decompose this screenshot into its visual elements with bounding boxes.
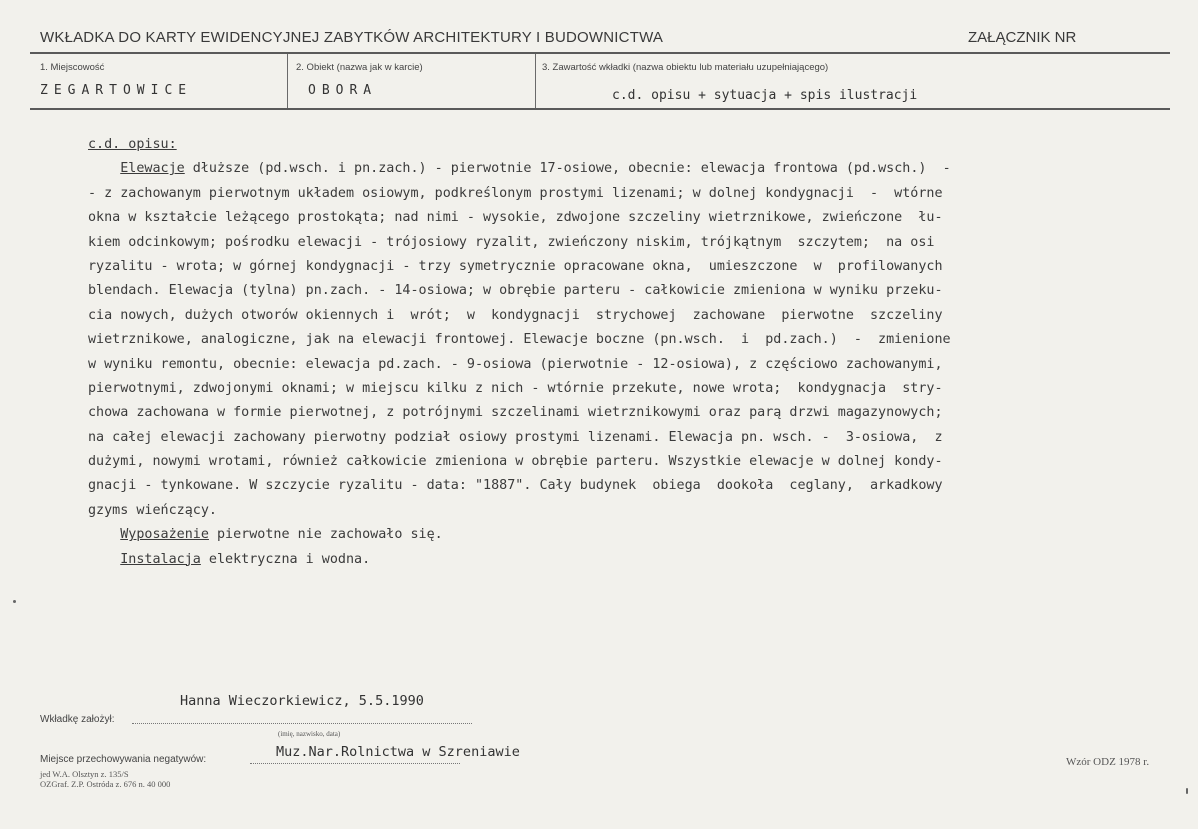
- description-line: gzyms wieńczący.: [88, 502, 217, 518]
- annex-label: ZAŁĄCZNIK NR: [968, 29, 1077, 46]
- description-line: Wyposażenie pierwotne nie zachowało się.: [120, 527, 443, 543]
- description-line: ryzalitu - wrota; w górnej kondygnacji - trzy symetrycznie opracowane okna, umieszczone w profilowanych: [88, 258, 943, 274]
- description-line: Instalacja elektryczna i wodna.: [120, 551, 371, 567]
- paper-speck: [1186, 788, 1188, 794]
- locality-label: 1. Miejscowość: [40, 62, 105, 73]
- description-line: chowa zachowana w formie pierwotnej, z potrójnymi szczelinami wietrznikowymi oraz parą drzwi magazynowych;: [88, 405, 943, 421]
- underlined-term: Elewacje: [120, 161, 185, 177]
- author-hint: (imię, nazwisko, data): [278, 730, 341, 738]
- description-line: okna w kształcie leżącego prostokąta; nad nimi - wysokie, zdwojone szczeliny wietrznikowe, zwieńczone łu-: [88, 210, 943, 226]
- content-label: 3. Zawartość wkładki (nazwa obiektu lub materiału uzupełniającego): [542, 62, 829, 73]
- description-line: cia nowych, dużych otworów okiennych i wrót; w kondygnacji strychowej zachowane pierwotne szczeliny: [88, 307, 943, 323]
- description-line: dużymi, nowymi wrotami, również całkowicie zmieniona w obrębie parteru. Wszystkie elewacje w dolnej kondy-: [88, 454, 943, 470]
- storage-dotted-line: [250, 762, 460, 764]
- description-lines: [88, 157, 1148, 572]
- storage-label: Miejsce przechowywania negatywów:: [40, 754, 207, 765]
- description-body: [88, 133, 1148, 572]
- printer-imprint: [40, 770, 170, 789]
- author-label: Wkładkę założył:: [40, 714, 115, 725]
- form-model: Wzór ODZ 1978 r.: [1066, 756, 1150, 768]
- object-value: OBORA: [308, 83, 378, 98]
- imprint-line-2: OZGraf. Z.P. Ostróda z. 676 n. 40 000: [40, 778, 171, 789]
- description-line: wietrznikowe, analogiczne, jak na elewacji frontowej. Elewacje boczne (pn.wsch. i pd.zach.) - zmienione: [88, 332, 951, 348]
- imprint-line-1: jed W.A. Olsztyn z. 135/S: [40, 769, 129, 779]
- description-line: pierwotnymi, zdwojonymi oknami; w miejscu kilku z nich - wtórnie przekute, nowe wrota; kondygnacja stry-: [88, 380, 943, 396]
- description-line: kiem odcinkowym; pośrodku elewacji - trójosiowy ryzalit, zwieńczony niskim, trójkątnym szczytem; na osi: [88, 234, 935, 250]
- field-divider-2: [535, 54, 536, 108]
- description-line: gnacji - tynkowane. W szczycie ryzalitu - data: "1887". Cały budynek obiega dookoła ceglany, arkadkowy: [88, 478, 943, 494]
- author-dotted-line: [132, 722, 472, 724]
- description-line: blendach. Elewacja (tylna) pn.zach. - 14-osiowa; w obrębie parteru - całkowicie zmieniona w wyniku przeku-: [88, 283, 943, 299]
- author-name: Hanna Wieczorkiewicz, 5.5.1990: [180, 693, 424, 709]
- description-heading: c.d. opisu:: [88, 137, 177, 152]
- storage-value: Muz.Nar.Rolnictwa w Szreniawie: [276, 744, 520, 760]
- paper-speck: [13, 600, 16, 603]
- description-line: w wyniku remontu, obecnie: elewacja pd.zach. - 9-osiowa (pierwotnie - 12-osiowa), z częściowo zachowanymi,: [88, 356, 943, 372]
- locality-value: ZEGARTOWICE: [40, 83, 193, 98]
- description-line: na całej elewacji zachowany pierwotny podział osiowy prostymi lizenami. Elewacja pn. wsch. - 3-osiowa, z: [88, 429, 943, 445]
- underlined-term: Instalacja: [120, 551, 201, 567]
- object-label: 2. Obiekt (nazwa jak w karcie): [296, 62, 423, 73]
- content-value: c.d. opisu + sytuacja + spis ilustracji: [612, 88, 918, 103]
- header-top-rule: [30, 52, 1170, 54]
- underlined-term: Wyposażenie: [120, 527, 209, 543]
- header-bottom-rule: [30, 108, 1170, 110]
- form-title: WKŁADKA DO KARTY EWIDENCYJNEJ ZABYTKÓW ARCHITEKTURY I BUDOWNICTWA: [40, 29, 664, 46]
- description-line: - z zachowanym pierwotnym układem osiowym, podkreślonym prostymi lizenami; w dolnej kondygnacji - wtórne: [88, 185, 943, 201]
- description-line: Elewacje dłuższe (pd.wsch. i pn.zach.) - pierwotnie 17-osiowe, obecnie: elewacja frontowa (pd.wsch.) -: [120, 161, 951, 177]
- field-divider-1: [287, 54, 288, 108]
